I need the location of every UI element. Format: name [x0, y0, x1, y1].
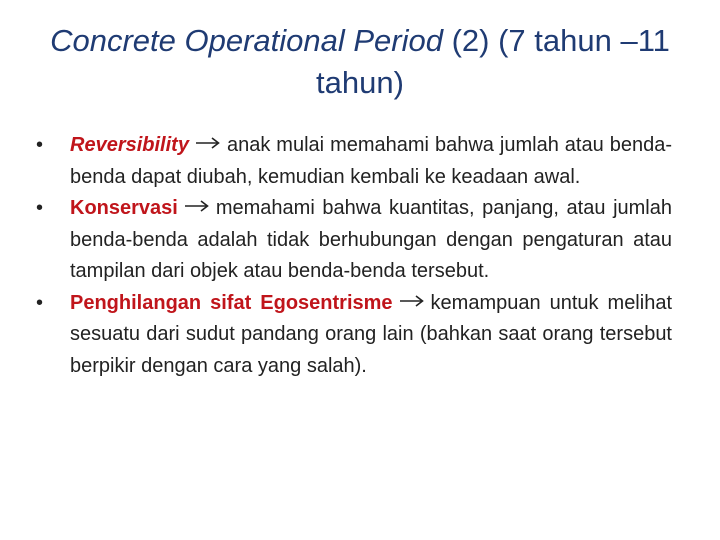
slide-title	[40, 20, 680, 104]
bullet-item-egosentrisme	[36, 288, 672, 383]
bullet-text: kemampuan untuk melihat sesuatu dari sudut pandang orang lain (bahkan saat orang tersebut berpikir dengan cara yang salah).	[70, 291, 672, 377]
bullet-text: memahami bahwa kuantitas, panjang, atau jumlah benda-benda adalah tidak berhubungan dengan pengaturan atau tampilan dari objek atau benda-benda tersebut.	[70, 197, 672, 282]
bullet-item-konservasi	[36, 193, 672, 288]
bullet-dot: •	[36, 197, 44, 219]
bullet-term: Penghilangan sifat Egosentrisme	[70, 291, 393, 314]
bullet-list	[36, 130, 672, 382]
title-suffix: (2) (7 tahun –11 tahun)	[316, 23, 670, 100]
right-arrow-icon	[399, 294, 425, 308]
right-arrow-icon	[184, 199, 210, 213]
bullet-term: Konservasi	[70, 197, 178, 219]
bullet-item-reversibility	[36, 130, 672, 193]
bullet-term: Reversibility	[70, 134, 189, 156]
bullet-text: anak mulai memahami bahwa jumlah atau benda-benda dapat diubah, kemudian kembali ke keadaan awal.	[70, 134, 672, 188]
bullet-dot: •	[36, 134, 44, 156]
bullet-dot: •	[36, 291, 44, 314]
right-arrow-icon	[195, 136, 221, 150]
title-main: Concrete Operational Period	[50, 23, 443, 58]
